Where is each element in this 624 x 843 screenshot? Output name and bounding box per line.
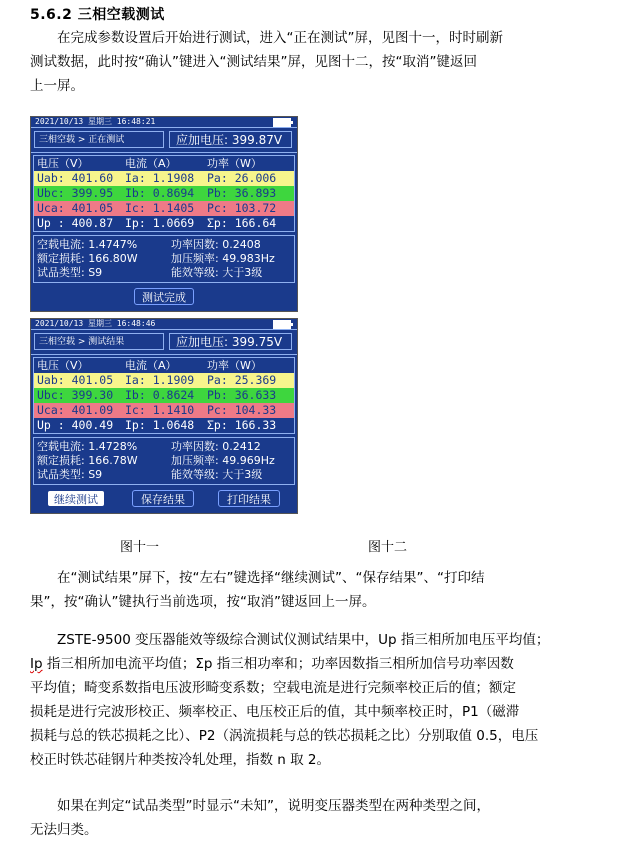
intro-line: 测试数据，此时按“确认”键进入“测试结果”屏，见图十二，按“取消”键返回 — [30, 54, 477, 70]
summary-value: 能效等级: 大于3级 — [171, 468, 263, 481]
table-cell: Ic: 1.1405 — [125, 201, 195, 215]
paragraph-line: 无法归类。 — [30, 822, 98, 838]
table-row — [34, 171, 294, 186]
summary-value: 能效等级: 大于3级 — [171, 266, 263, 279]
paragraph-line: 平均值；畸变系数指电压波形畸变系数；空载电流是进行完频率校正后的值；额定 — [30, 680, 516, 696]
table-row — [34, 418, 294, 433]
definitions-paragraph — [30, 628, 590, 772]
table-row — [34, 388, 294, 403]
summary-line — [34, 454, 294, 468]
table-cell: Up : 400.49 — [37, 418, 114, 432]
table-cell: Pc: 103.72 — [207, 201, 277, 215]
action-bar — [31, 485, 297, 513]
measurement-table — [33, 357, 295, 434]
paragraph-text: 指三相所加电流平均值；Σp 指三相功率和；功率因数指三相所加信号功率因数 — [42, 656, 514, 672]
figure-caption: 图十一 — [120, 540, 160, 555]
table-cell: Pb: 36.893 — [207, 186, 277, 200]
summary-value: 空载电流: 1.4747% — [37, 238, 138, 251]
summary-line — [34, 266, 294, 280]
intro-paragraph — [30, 26, 590, 98]
summary-value: 加压频率: 49.983Hz — [171, 252, 275, 265]
table-header — [34, 156, 294, 171]
table-cell: Ubc: 399.30 — [37, 388, 114, 402]
table-row — [34, 373, 294, 388]
paragraph-line: 如果在判定“试品类型”时显示“未知”，说明变压器类型在两种类型之间， — [57, 798, 490, 814]
column-header: 功率（W） — [207, 359, 262, 372]
column-header: 功率（W） — [207, 157, 262, 170]
table-cell: Uca: 401.05 — [37, 201, 114, 215]
table-cell: Ip: 1.0669 — [125, 216, 195, 230]
table-cell: Ib: 0.8624 — [125, 388, 195, 402]
unknown-type-paragraph — [30, 794, 590, 842]
column-header: 电流（A） — [125, 157, 177, 170]
summary-value: 加压频率: 49.969Hz — [171, 454, 275, 467]
applied-voltage: 应加电压: 399.75V — [169, 333, 292, 350]
figure-caption: 图十二 — [368, 540, 408, 555]
results-paragraph — [30, 566, 590, 614]
table-cell: Ubc: 399.95 — [37, 186, 114, 200]
summary-line — [34, 238, 294, 252]
table-cell: Σp: 166.33 — [207, 418, 277, 432]
table-cell: Pa: 26.006 — [207, 171, 277, 185]
spellcheck-underline-word: Ip — [30, 656, 43, 672]
measurement-table — [33, 155, 295, 232]
table-row — [34, 201, 294, 216]
table-cell: Uab: 401.60 — [37, 171, 114, 185]
continue-test-button[interactable]: 继续测试 — [47, 490, 105, 507]
table-cell: Ip: 1.0648 — [125, 418, 195, 432]
summary-panel — [33, 437, 295, 485]
table-cell: Pa: 25.369 — [207, 373, 277, 387]
paragraph-line: 损耗是进行完波形校正、频率校正、电压校正后的值，其中频率校正时，P1（磁滞 — [30, 704, 520, 720]
table-header — [34, 358, 294, 373]
table-row — [34, 403, 294, 418]
status-datetime: 2021/10/13 星期三 16:48:46 — [35, 319, 156, 328]
table-row — [34, 186, 294, 201]
column-header: 电压（V） — [37, 359, 89, 372]
paragraph-line: 在“测试结果”屏下，按“左右”键选择“继续测试”、“保存结果”、“打印结 — [57, 570, 485, 586]
print-result-button[interactable]: 打印结果 — [218, 490, 280, 507]
summary-line — [34, 468, 294, 482]
screen-header — [31, 329, 297, 355]
test-complete-button[interactable]: 测试完成 — [134, 288, 194, 305]
summary-value: 功率因数: 0.2408 — [171, 238, 261, 251]
intro-line: 上一屏。 — [30, 78, 84, 94]
paragraph-line: 损耗与总的铁芯损耗之比）、P2（涡流损耗与总的铁芯损耗之比）分别取值 0.5，电压 — [30, 728, 539, 744]
intro-line: 在完成参数设置后开始进行测试，进入“正在测试”屏，见图十一，时时刷新 — [57, 30, 503, 46]
table-cell: Ib: 0.8694 — [125, 186, 195, 200]
table-cell: Ia: 1.1909 — [125, 373, 195, 387]
action-bar — [31, 283, 297, 311]
column-header: 电压（V） — [37, 157, 89, 170]
device-screen-testing — [30, 116, 298, 312]
table-cell: Up : 400.87 — [37, 216, 114, 230]
battery-icon — [273, 320, 291, 329]
summary-value: 额定损耗: 166.78W — [37, 454, 138, 467]
table-cell: Pb: 36.633 — [207, 388, 277, 402]
table-cell: Uab: 401.05 — [37, 373, 114, 387]
section-heading: 5.6.2 三相空载测试 — [30, 7, 165, 23]
breadcrumb: 三相空载 > 测试结果 — [34, 333, 164, 350]
summary-value: 功率因数: 0.2412 — [171, 440, 261, 453]
paragraph-line: ZSTE-9500 变压器能效等级综合测试仪测试结果中，Up 指三相所加电压平均值； — [57, 632, 550, 648]
summary-line — [34, 252, 294, 266]
summary-value: 空载电流: 1.4728% — [37, 440, 138, 453]
table-cell: Σp: 166.64 — [207, 216, 277, 230]
status-datetime: 2021/10/13 星期三 16:48:21 — [35, 117, 156, 126]
breadcrumb: 三相空载 > 正在测试 — [34, 131, 164, 148]
summary-value: 试品类型: S9 — [37, 468, 103, 481]
table-cell: Uca: 401.09 — [37, 403, 114, 417]
status-bar — [31, 117, 297, 127]
column-header: 电流（A） — [125, 359, 177, 372]
summary-panel — [33, 235, 295, 283]
table-cell: Ic: 1.1410 — [125, 403, 195, 417]
table-cell: Pc: 104.33 — [207, 403, 277, 417]
device-screen-results — [30, 318, 298, 514]
paragraph-line: 果”，按“确认”键执行当前选项，按“取消”键返回上一屏。 — [30, 594, 376, 610]
status-bar — [31, 319, 297, 329]
screen-header — [31, 127, 297, 153]
table-cell: Ia: 1.1908 — [125, 171, 195, 185]
summary-value: 额定损耗: 166.80W — [37, 252, 138, 265]
table-row — [34, 216, 294, 231]
paragraph-line — [30, 652, 590, 676]
paragraph-line: 校正时铁芯硅钢片种类按冷轧处理，指数 n 取 2。 — [30, 752, 331, 768]
battery-icon — [273, 118, 291, 127]
summary-line — [34, 440, 294, 454]
save-result-button[interactable]: 保存结果 — [132, 490, 194, 507]
applied-voltage: 应加电压: 399.87V — [169, 131, 292, 148]
summary-value: 试品类型: S9 — [37, 266, 103, 279]
